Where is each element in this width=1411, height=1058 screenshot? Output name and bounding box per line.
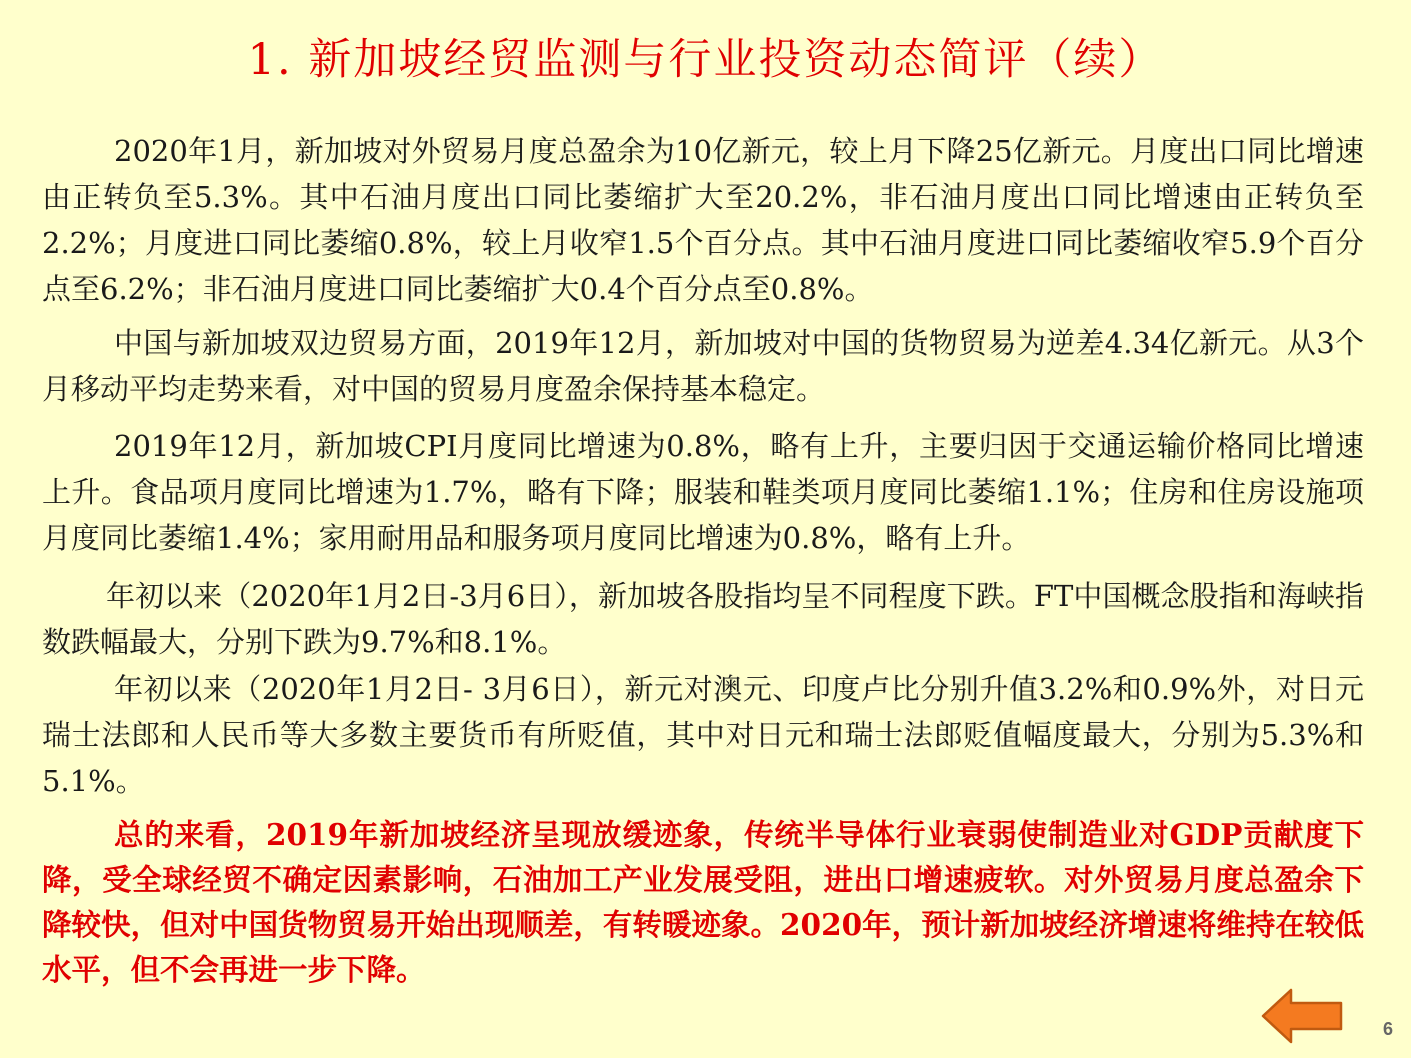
page-number: 6 — [1382, 1019, 1393, 1039]
arrow-left-icon — [1261, 987, 1343, 1045]
summary-paragraph: 总的来看，2019年新加坡经济呈现放缓迹象，传统半导体行业衰弱使制造业对GDP贡献度下降，受全球经贸不确定因素影响，石油加工产业发展受阻，进出口增速疲软。对外贸易月度总盈余下降较快，但对中国货物贸易开始出现顺差，有转暖迹象。2020年，预计新加坡经济增速将维持在较低水平，但不会再进一步下降。 — [42, 817, 1364, 987]
paragraph-bilateral-trade: 中国与新加坡双边贸易方面，2019年12月，新加坡对中国的货物贸易为逆差4.34亿新元。从3个月移动平均走势来看，对中国的贸易月度盈余保持基本稳定。 — [42, 326, 1364, 406]
paragraph-currency: 年初以来（2020年1月2日- 3月6日），新元对澳元、印度卢比分别升值3.2%和0.9%外，对日元瑞士法郎和人民币等大多数主要货币有所贬值，其中对日元和瑞士法郎贬值幅度最大，分别为5.3%和5.1%。 — [42, 672, 1364, 798]
paragraph-cpi: 2019年12月，新加坡CPI月度同比增速为0.8%，略有上升，主要归因于交通运输价格同比增速上升。食品项月度同比增速为1.7%，略有下降；服装和鞋类项月度同比萎缩1.1%；住房和住房设施项月度同比萎缩1.4%；家用耐用品和服务项月度同比增速为0.8%，略有上升。 — [42, 429, 1364, 555]
slide-title: 1. 新加坡经贸监测与行业投资动态简评（续） — [247, 35, 1164, 85]
back-arrow-button[interactable] — [1261, 987, 1343, 1045]
paragraph-stock-index: 年初以来（2020年1月2日-3月6日），新加坡各股指均呈不同程度下跌。FT中国概念股指和海峡指数跌幅最大，分别下跌为9.7%和8.1%。 — [42, 579, 1364, 659]
paragraph-trade-balance: 2020年1月，新加坡对外贸易月度总盈余为10亿新元，较上月下降25亿新元。月度出口同比增速由正转负至5.3%。其中石油月度出口同比萎缩扩大至20.2%，非石油月度出口同比增速由正转负至2.2%；月度进口同比萎缩0.8%，较上月收窄1.5个百分点。其中石油月度进口同比萎缩收窄5.9个百分点至6.2%；非石油月度进口同比萎缩扩大0.4个百分点至0.8%。 — [42, 134, 1364, 306]
